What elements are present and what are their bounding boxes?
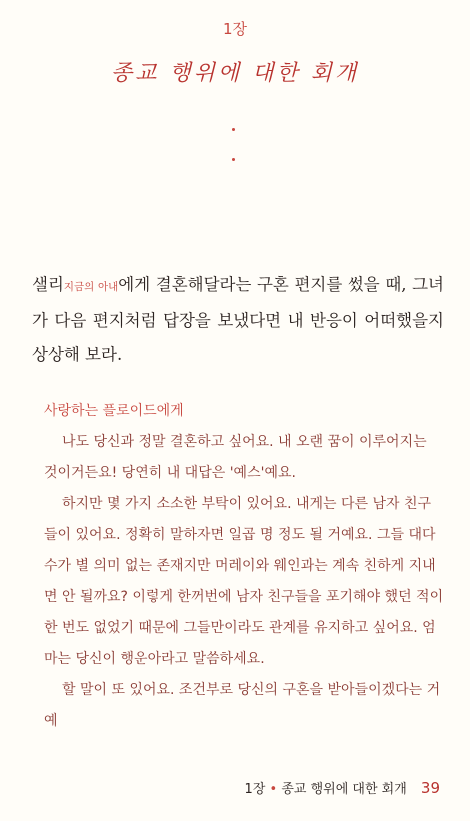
page-number: 39 (420, 779, 440, 797)
ornament-dot (232, 128, 235, 131)
letter-paragraph: 할 말이 또 있어요. 조건부로 당신의 구혼을 받아들이겠다는 거예 (44, 682, 441, 729)
ornament-dot (232, 158, 235, 161)
footer-separator: • (269, 782, 278, 797)
letter-greeting: 사랑하는 플로이드에게 (44, 403, 184, 419)
letter-paragraph: 나도 당신과 정말 결혼하고 싶어요. 내 오랜 꿈이 이루어지는 것이거든요! 당연히 내 대답은 '예스'예요. (44, 434, 427, 481)
chapter-title: 종교 행위에 대한 회개 (110, 61, 360, 86)
letter-paragraph: 하지만 몇 가지 소소한 부탁이 있어요. 내게는 다른 남자 친구들이 있어요. 정확히 말하자면 일곱 명 정도 될 거예요. 그들 대다수가 별 의미 없는 존재지만 머레이와 웨인과는 계속 친하게 지내면 안 될까요? 이렇게 한꺼번에 남자 친구들을 포기해야 했던 적이 한 번도 없었기 때문에 그들만이라도 관계를 유지하고 싶어요. 엄마는 당신이 행운아라고 말씀하세요. (44, 496, 444, 667)
footer-chapter: 1장 (244, 782, 266, 797)
name-note: 지금의 아내 (63, 281, 119, 293)
name: 샐리 (32, 275, 64, 294)
footer-title: 종교 행위에 대한 회개 (281, 782, 407, 797)
chapter-number: 1장 (222, 20, 248, 38)
letter-block (44, 396, 444, 737)
paragraph-text: 에게 결혼해달라는 구혼 편지를 썼을 때, 그녀가 다음 편지처럼 답장을 보냈다면 내 반응이 어떠했을지 상상해 보라. (32, 275, 444, 364)
body-paragraph (32, 268, 444, 372)
page-footer (245, 778, 440, 797)
